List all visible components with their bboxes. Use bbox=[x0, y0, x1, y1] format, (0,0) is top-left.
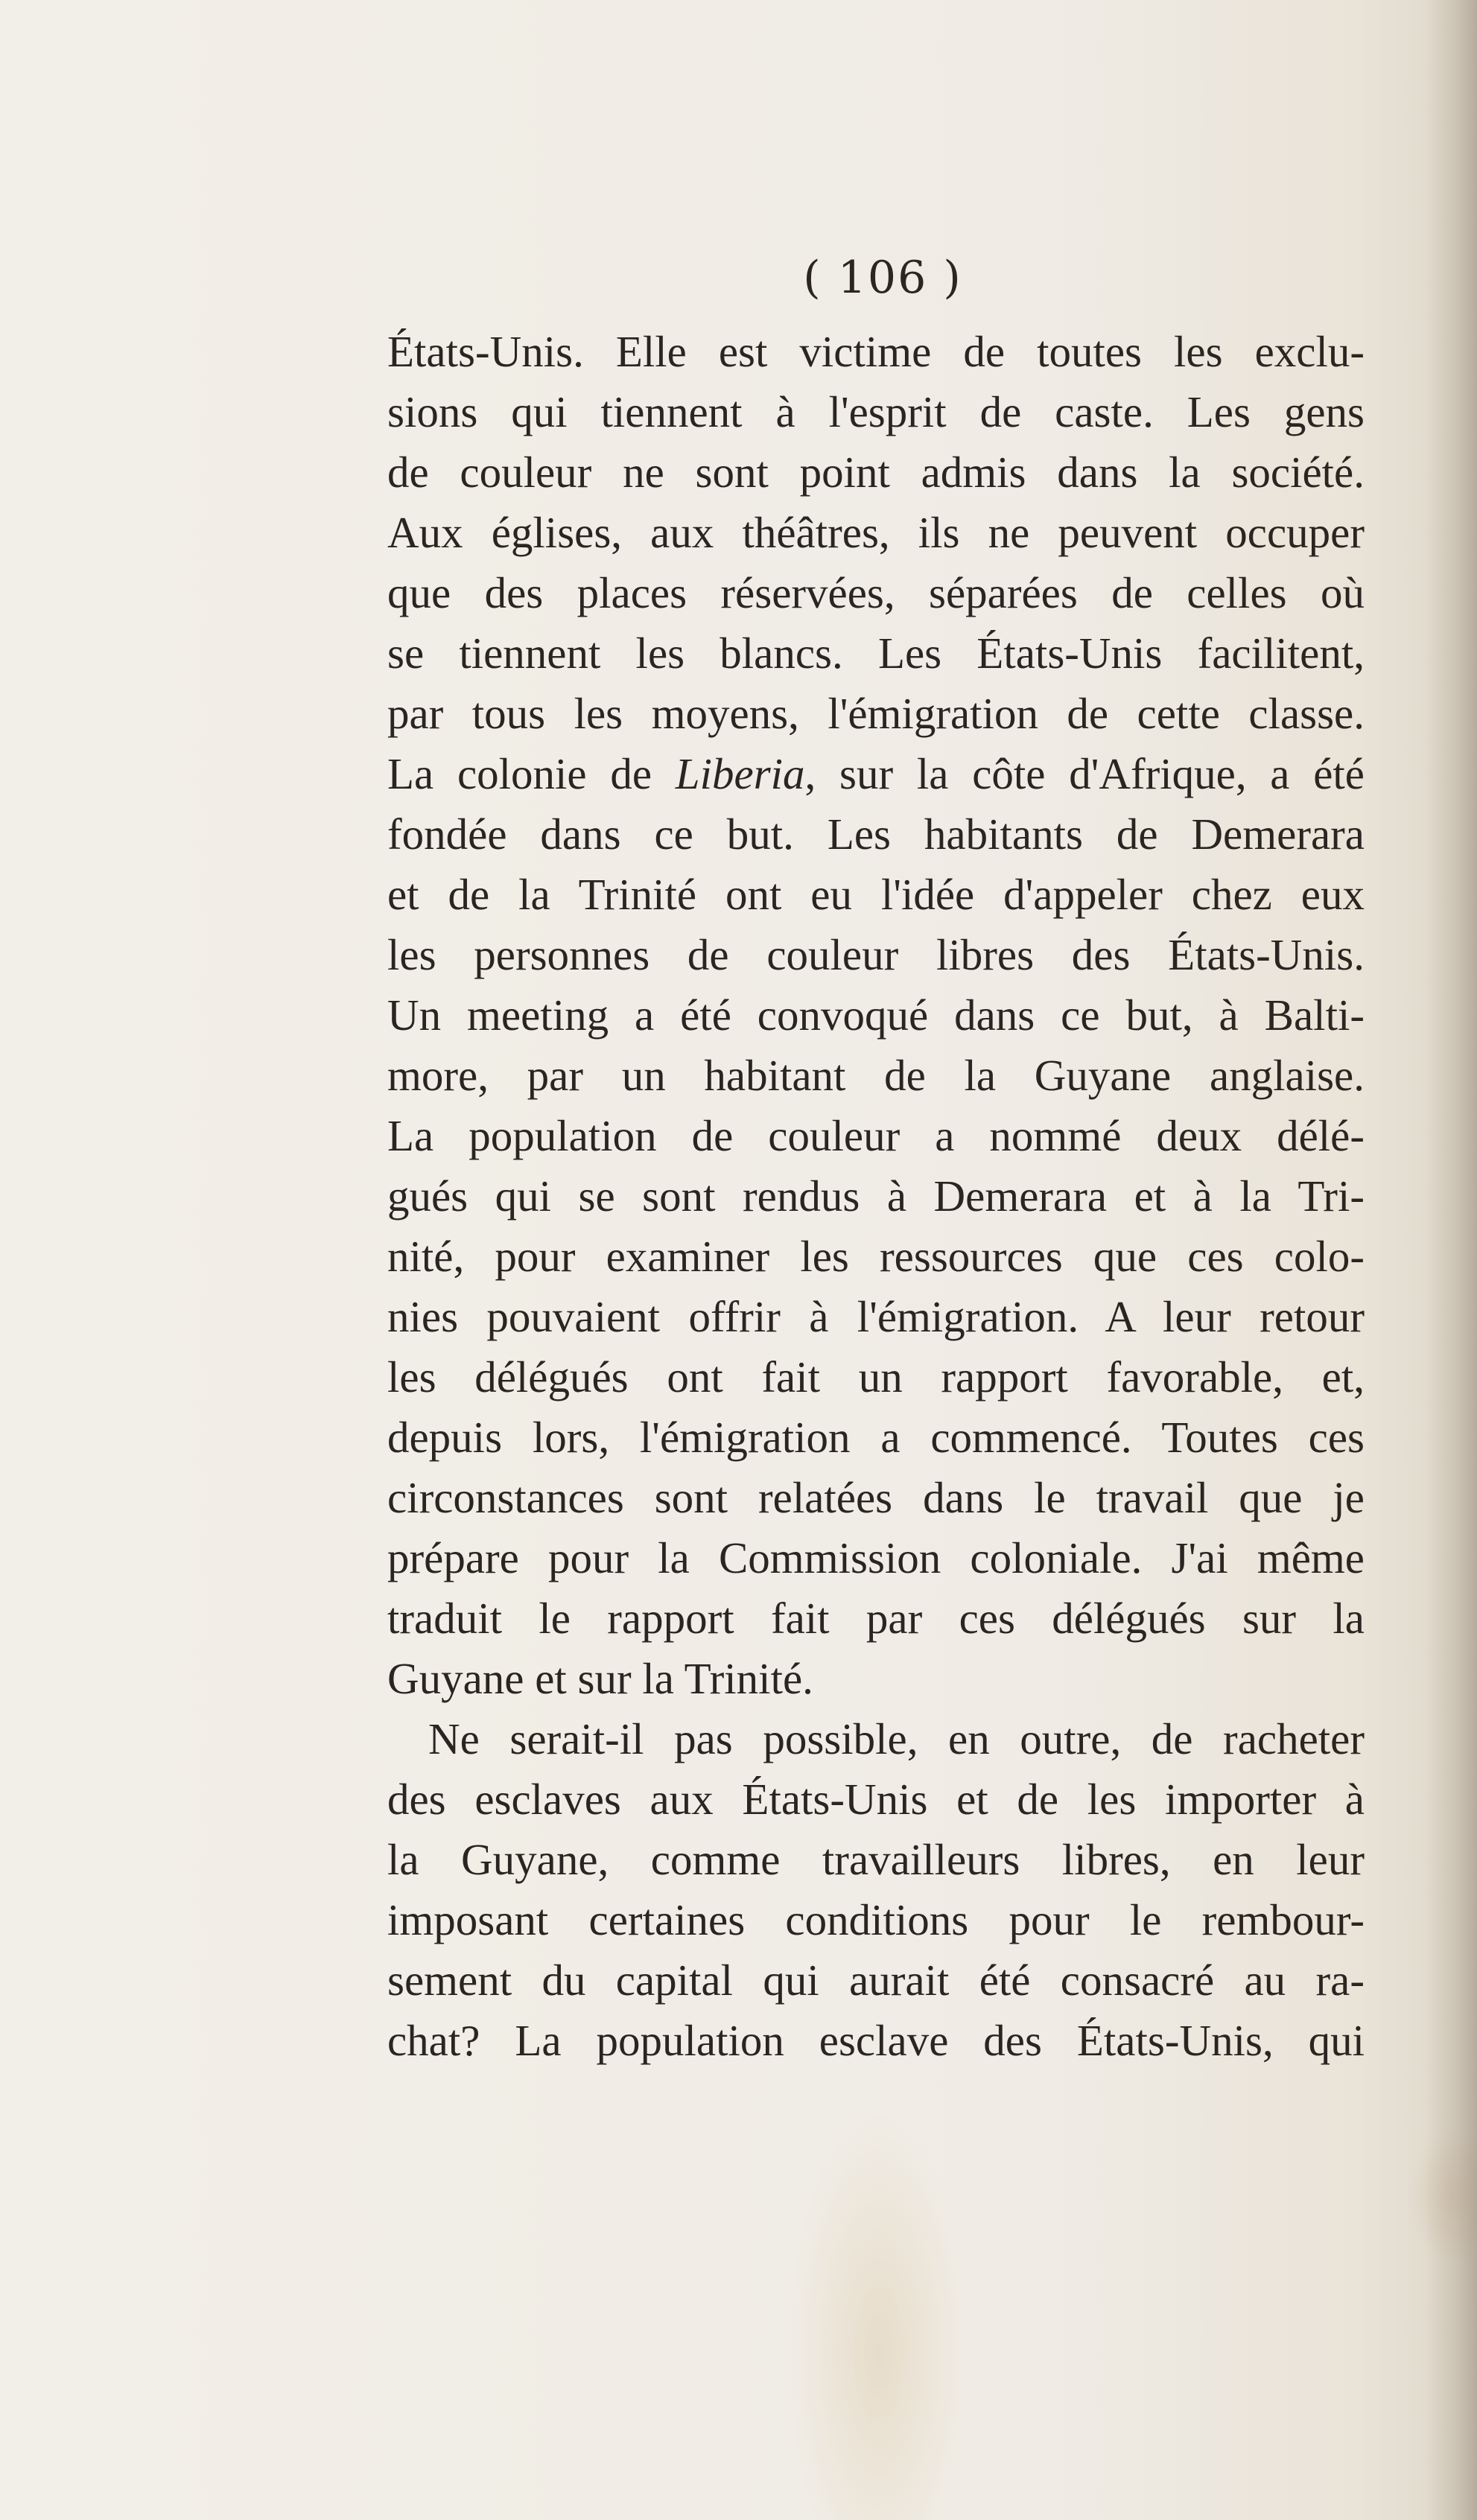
text-line: gués qui se sont rendus à Demerara et à la Tri- bbox=[387, 1171, 1365, 1221]
text-line: depuis lors, l'émigration a commencé. Toutes ces bbox=[387, 1413, 1365, 1462]
text-line: traduit le rapport fait par ces délégués sur la bbox=[387, 1594, 1365, 1643]
text-line: de couleur ne sont point admis dans la société. bbox=[387, 448, 1365, 497]
page-edge-shadow bbox=[1425, 0, 1477, 2520]
text-line: que des places réservées, séparées de celles où bbox=[387, 568, 1365, 617]
text-line: des esclaves aux États-Unis et de les importer à bbox=[387, 1775, 1365, 1824]
text-line: chat? La population esclave des États-Unis, qui bbox=[387, 2016, 1365, 2065]
text-line: les délégués ont fait un rapport favorable, et, bbox=[387, 1352, 1365, 1401]
italic-word: Liberia bbox=[675, 749, 805, 798]
text-line: et de la Trinité ont eu l'idée d'appeler chez eux bbox=[387, 870, 1365, 919]
text-line: les personnes de couleur libres des États-Unis. bbox=[387, 930, 1365, 979]
text-line: sions qui tiennent à l'esprit de caste. Les gens bbox=[387, 387, 1365, 436]
text-line: circonstances sont relatées dans le travail que je bbox=[387, 1473, 1365, 1522]
text-line: prépare pour la Commission coloniale. J'ai même bbox=[387, 1533, 1365, 1582]
text-line: Aux églises, aux théâtres, ils ne peuvent occuper bbox=[387, 508, 1365, 557]
text-line: la Guyane, comme travailleurs libres, en leur bbox=[387, 1835, 1365, 1884]
body-text bbox=[387, 322, 1365, 2071]
text-line: Guyane et sur la Trinité. bbox=[387, 1654, 813, 1703]
text-line: La population de couleur a nommé deux délé- bbox=[387, 1111, 1365, 1160]
text-line: more, par un habitant de la Guyane anglaise. bbox=[387, 1051, 1365, 1100]
text-line: Un meeting a été convoqué dans ce but, à Balti- bbox=[387, 990, 1365, 1040]
text-line: nies pouvaient offrir à l'émigration. A leur retour bbox=[387, 1292, 1365, 1341]
text-line: États-Unis. Elle est victime de toutes les exclu- bbox=[387, 327, 1365, 376]
text-line: par tous les moyens, l'émigration de cette classe. bbox=[387, 689, 1365, 738]
text-line: imposant certaines conditions pour le rembour- bbox=[387, 1895, 1365, 1944]
text-line: Ne serait-il pas possible, en outre, de racheter bbox=[428, 1714, 1365, 1763]
text-line: La colonie de Liberia, sur la côte d'Afrique, a été bbox=[387, 749, 1365, 798]
text-line: fondée dans ce but. Les habitants de Demerara bbox=[387, 809, 1365, 859]
text-line: nité, pour examiner les ressources que ces colo- bbox=[387, 1232, 1365, 1281]
text-line: se tiennent les blancs. Les États-Unis facilitent, bbox=[387, 629, 1365, 678]
text-line: sement du capital qui aurait été consacré au ra- bbox=[387, 1956, 1365, 2005]
page-number: ( 106 ) bbox=[803, 252, 962, 304]
